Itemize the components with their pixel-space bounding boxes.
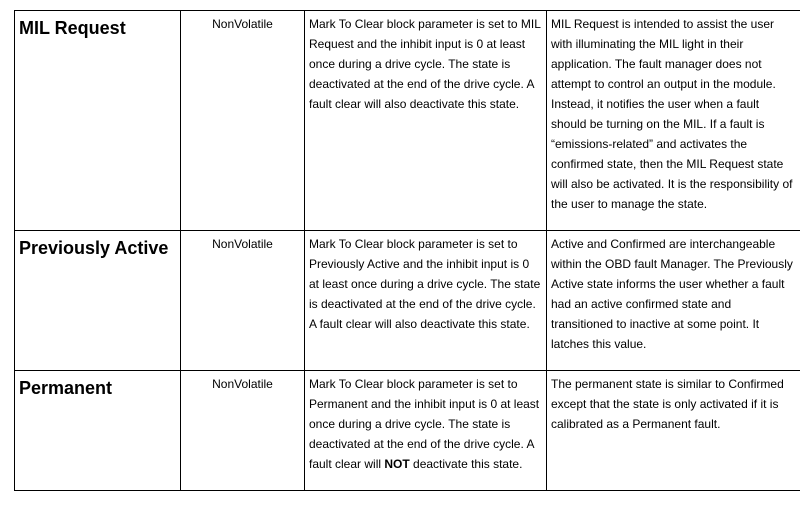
description-cell (547, 231, 800, 371)
storage-type: NonVolatile (212, 17, 273, 31)
description-text: Active and Confirmed are interchangeable within the OBD fault Manager. The Previously Active state informs the user whether a fault had an active confirmed state and transitioned to inactive at some point. It latches this value. (551, 237, 793, 351)
description-cell (547, 11, 800, 231)
state-name: MIL Request (19, 18, 126, 38)
description-text: The permanent state is similar to Confirmed except that the state is only activated if it is calibrated as a Permanent fault. (551, 377, 784, 431)
state-name: Previously Active (19, 238, 169, 258)
condition-text-start: Mark To Clear block parameter is set to Permanent and the inhibit input is 0 at least once during a drive cycle. The state is deactivated at the end of the drive cycle. A fault clear will (309, 377, 540, 471)
table-row (15, 231, 800, 371)
table-row (15, 371, 800, 491)
table-row (15, 11, 800, 231)
fault-states-table (14, 10, 800, 491)
storage-type-cell (181, 371, 305, 491)
condition-text-end: deactivate this state. (409, 457, 523, 471)
state-name: Permanent (19, 378, 113, 398)
condition-text: Mark To Clear block parameter is set to MIL Request and the inhibit input is 0 at least once during a drive cycle. The state is deactivated at the end of the drive cycle. A fault clear will also deactivate this state. (309, 17, 541, 111)
condition-cell (305, 11, 547, 231)
state-name-cell (15, 231, 181, 371)
description-cell (547, 371, 800, 491)
description-text: MIL Request is intended to assist the user with illuminating the MIL light in their application. The fault manager does not attempt to control an output in the module. Instead, it notifies the user when a fault should be turning on the MIL. If a fault is “emissions-related” and activates the confirmed state, then the MIL Request state will also be activated. It is the responsibility of the user to manage the state. (551, 17, 793, 211)
storage-type-cell (181, 231, 305, 371)
storage-type: NonVolatile (212, 237, 273, 251)
condition-cell (305, 371, 547, 491)
condition-text: Mark To Clear block parameter is set to Previously Active and the inhibit input is 0 at least once during a drive cycle. The state is deactivated at the end of the drive cycle. A fault clear will also deactivate this state. (309, 237, 541, 331)
condition-cell (305, 231, 547, 371)
state-name-cell (15, 11, 181, 231)
storage-type-cell (181, 11, 305, 231)
condition-emphasis: NOT (384, 457, 410, 471)
storage-type: NonVolatile (212, 377, 273, 391)
state-name-cell (15, 371, 181, 491)
